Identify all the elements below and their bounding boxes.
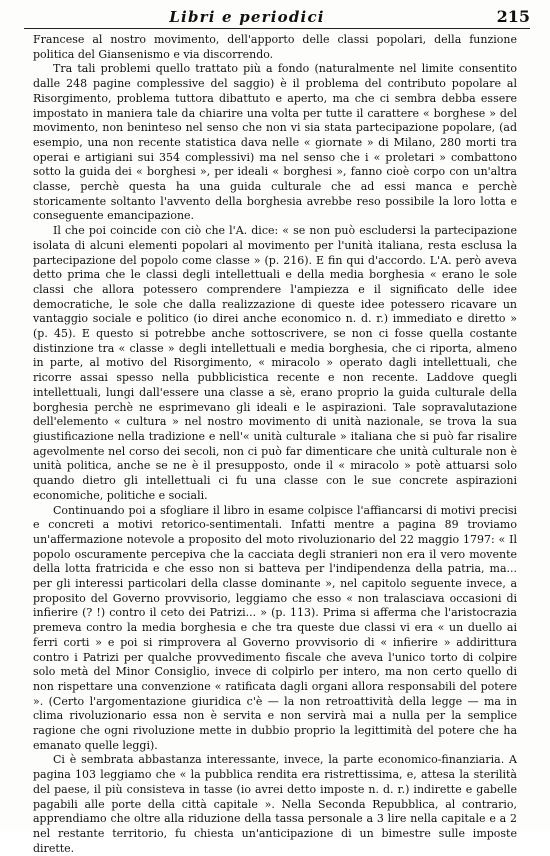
running-title: Libri e periodici [169, 8, 325, 26]
paragraph-4: Continuando poi a sfogliare il libro in esame colpisce l'affiancarsi di motivi precisi e concreti a motivi retorico-sentimentali. Infatti mentre a pagina 89 troviamo un'affermazione notevole a proposito del moto rivoluzionario del 22 maggio 1797: « Il popolo oscuramente percepiva che la cacciata degli stranieri non era il vero movente della lotta fratricida e che esso non si batteva per l'indipendenza della patria, ma... per gli interessi particolari della classe dominante », nel capitolo seguente invece, a proposito del Governo provvisorio, leggiamo che esso « non tralasciava occasioni di infierire (? !) contro il ceto dei Patrizi... » (p. 113). Prima si afferma che l'aristocrazia premeva contro la media borghesia e che tra queste due classi vi era « un duello ai ferri corti » e poi si rimprovera al Governo provvisorio di « infierire » addirittura contro i Patrizi per qualche provvedimento fiscale che aveva l'unico torto di colpire solo metà del Minor Consiglio, invece di colpirlo per intero, ma non certo quello di non rispettare una convenzione « ratificata dagli organi allora responsabili del potere ». (Certo l'argomentazione giuridica c'è — la non retroattività della legge — ma in clima rivoluzionario essa non è servita e non servirà mai a nulla per la semplice ragione che ogni rivoluzione mette in dubbio proprio la legittimità del potere che ha emanato quelle leggi). [33, 503, 517, 752]
page-header [24, 6, 530, 29]
paragraph-2: Tra tali problemi quello trattato più a fondo (naturalmente nel limite consentito dalle 248 pagine complessive del saggio) è il problema del contributo popolare al Risorgimento, problema tuttora dibattuto e aperto, ma che ci sembra debba essere impostato in maniera tale da chiarire una volta per tutte il carattere « borghese » del movimento, non beninteso nel senso che non vi sia stata partecipazione popolare, (ad esempio, una non recente statistica dava nelle « giornate » di Milano, 280 morti tra operai e artigiani sui 354 complessivi) ma nel senso che i « proletari » combattono sotto la guida dei « borghesi », per ideali « borghesi », fanno cioè corpo con un'altra classe, perchè questa ha una guida culturale che ad essi manca e perchè storicamente soltanto l'avvento della borghesia avrebbe reso possibile la loro lotta e conseguente emancipazione. [33, 62, 517, 223]
paragraph-5: Ci è sembrata abbastanza interessante, invece, la parte economico-finanziaria. A pagina 103 leggiamo che « la pubblica rendita era ristrettissima, e, attesa la sterilità del paese, il più consisteva in tasse (io avrei detto imposte n. d. r.) indirette e gabelle pagabili alle porte della città capitale ». Nella Seconda Repubblica, al contrario, apprendiamo che oltre alla riduzione della tassa personale a 3 lire nella capitale e a 2 nel restante territorio, fu chiesta un'anticipazione di un bimestre sulle imposte dirette. [33, 753, 517, 855]
body-text [33, 33, 517, 856]
page-number: 215 [496, 7, 530, 26]
paragraph-1: Francese al nostro movimento, dell'apporto delle classi popolari, della funzione politica del Giansenismo e via discorrendo. [33, 33, 517, 61]
paragraph-3: Il che poi coincide con ciò che l'A. dice: « se non può escludersi la partecipazione isolata di alcuni elementi popolari al movimento per l'unità italiana, resta esclusa la partecipazione del popolo come classe » (p. 216). E fin qui d'accordo. L'A. però aveva detto prima che le classi degli intellettuali e della media borghesia « erano le sole classi che allora potessero comprendere l'ampiezza e il significato delle idee democratiche, le sole che dalla realizzazione di queste idee potessero ricavare un vantaggio sociale e politico (io direi anche economico n. d. r.) immediato e diretto » (p. 45). E questo si potrebbe anche sottoscrivere, se non ci fosse quella costante distinzione tra « classe » degli intellettuali e media borghesia, che ci riporta, almeno in parte, al motivo del Risorgimento, « miracolo » operato dagli intellettuali, che ricorre assai spesso nella pubblicistica recente e non recente. Laddove quegli intellettuali, lungi dall'essere una classe a sè, erano proprio la guida culturale della borghesia perchè ne esprimevano gli ideali e le aspirazioni. Tale sopravalutazione dell'elemento « cultura » nel nostro movimento di unità nazionale, se trova la sua giustificazione nella tradizione e nell'« unità culturale » italiana che si può far risalire agevolmente nel corso dei secoli, non ci può far dimenticare che unità culturale non è unità politica, anche se ne è il presupposto, onde il « miracolo » potè attuarsi solo quando dietro gli intellettuali ci fu una classe con le sue concrete aspirazioni economiche, politiche e sociali. [33, 224, 517, 502]
